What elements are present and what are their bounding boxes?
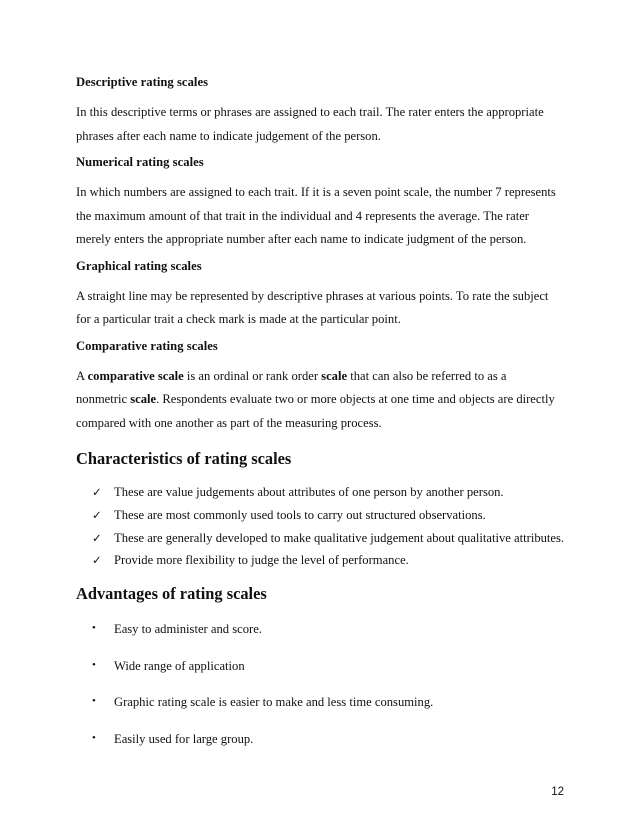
bold-term: scale — [130, 392, 157, 406]
list-item — [92, 622, 566, 659]
bullet-icon: • — [92, 731, 96, 744]
text-line: merely enters the appropriate number after each name to indicate judgment of the person. — [76, 232, 527, 246]
characteristics-list — [76, 481, 566, 572]
heading-characteristics: Characteristics of rating scales — [76, 449, 292, 468]
list-item — [92, 549, 566, 572]
list-item-text: Easily used for large group. — [114, 731, 254, 746]
list-item-text: Graphic rating scale is easier to make and less time consuming. — [114, 695, 434, 710]
heading-comparative: Comparative rating scales — [76, 338, 218, 353]
document-page — [76, 58, 566, 768]
bold-term: scale — [321, 368, 348, 383]
text-span: that can also be referred to as a — [347, 368, 507, 383]
heading-graphical: Graphical rating scales — [76, 258, 202, 273]
bullet-icon: • — [92, 695, 96, 708]
checkmark-icon: ✓ — [92, 507, 102, 522]
text-span: A — [76, 368, 88, 383]
text-line: compared with one another as part of the measuring process. — [76, 415, 382, 430]
list-item-text: Easy to administer and score. — [114, 622, 262, 637]
text-line: for a particular trait a check mark is made at the particular point. — [76, 312, 401, 326]
list-item-text: These are generally developed to make qualitative judgement about qualitative attributes. — [114, 530, 565, 545]
text-line: In which numbers are assigned to each trait. If it is a seven point scale, the number 7 represents — [76, 185, 556, 199]
page-number: 12 — [551, 786, 564, 798]
text-line: A straight line may be represented by descriptive phrases at various points. To rate the subject — [76, 288, 549, 303]
heading-numerical: Numerical rating scales — [76, 155, 204, 169]
bullet-icon: • — [92, 622, 96, 635]
heading-advantages: Advantages of rating scales — [76, 584, 267, 604]
list-item — [92, 527, 566, 550]
checkmark-icon: ✓ — [92, 553, 102, 568]
list-item-text: These are value judgements about attributes of one person by another person. — [114, 485, 504, 499]
list-item-text: Provide more flexibility to judge the level of performance. — [114, 553, 409, 568]
list-item — [92, 504, 566, 527]
list-item-text: These are most commonly used tools to carry out structured observations. — [114, 507, 486, 522]
advantages-list — [76, 622, 566, 768]
checkmark-icon: ✓ — [92, 530, 102, 545]
text-line — [76, 388, 566, 412]
paragraph-comparative — [76, 365, 566, 436]
paragraph-descriptive — [76, 101, 566, 148]
text-line — [76, 365, 566, 389]
paragraph-graphical — [76, 285, 566, 332]
text-span: . Respondents evaluate two or more objects at one time and objects are directly — [156, 392, 555, 406]
list-item — [92, 695, 566, 732]
text-span: nonmetric — [76, 392, 131, 406]
list-item-text: Wide range of application — [114, 658, 245, 673]
list-item — [92, 481, 566, 504]
text-line: the maximum amount of that trait in the individual and 4 represents the average. The rater — [76, 208, 529, 223]
text-line: In this descriptive terms or phrases are assigned to each trail. The rater enters the appropriate — [76, 105, 544, 119]
text-span: is an ordinal or rank order — [183, 368, 322, 383]
bullet-icon: • — [92, 658, 96, 671]
paragraph-numerical — [76, 181, 566, 252]
text-line: phrases after each name to indicate judgement of the person. — [76, 128, 381, 143]
list-item — [92, 732, 566, 769]
heading-descriptive: Descriptive rating scales — [76, 75, 209, 89]
list-item — [92, 659, 566, 696]
checkmark-icon: ✓ — [92, 485, 102, 499]
bold-term: comparative scale — [87, 368, 184, 383]
